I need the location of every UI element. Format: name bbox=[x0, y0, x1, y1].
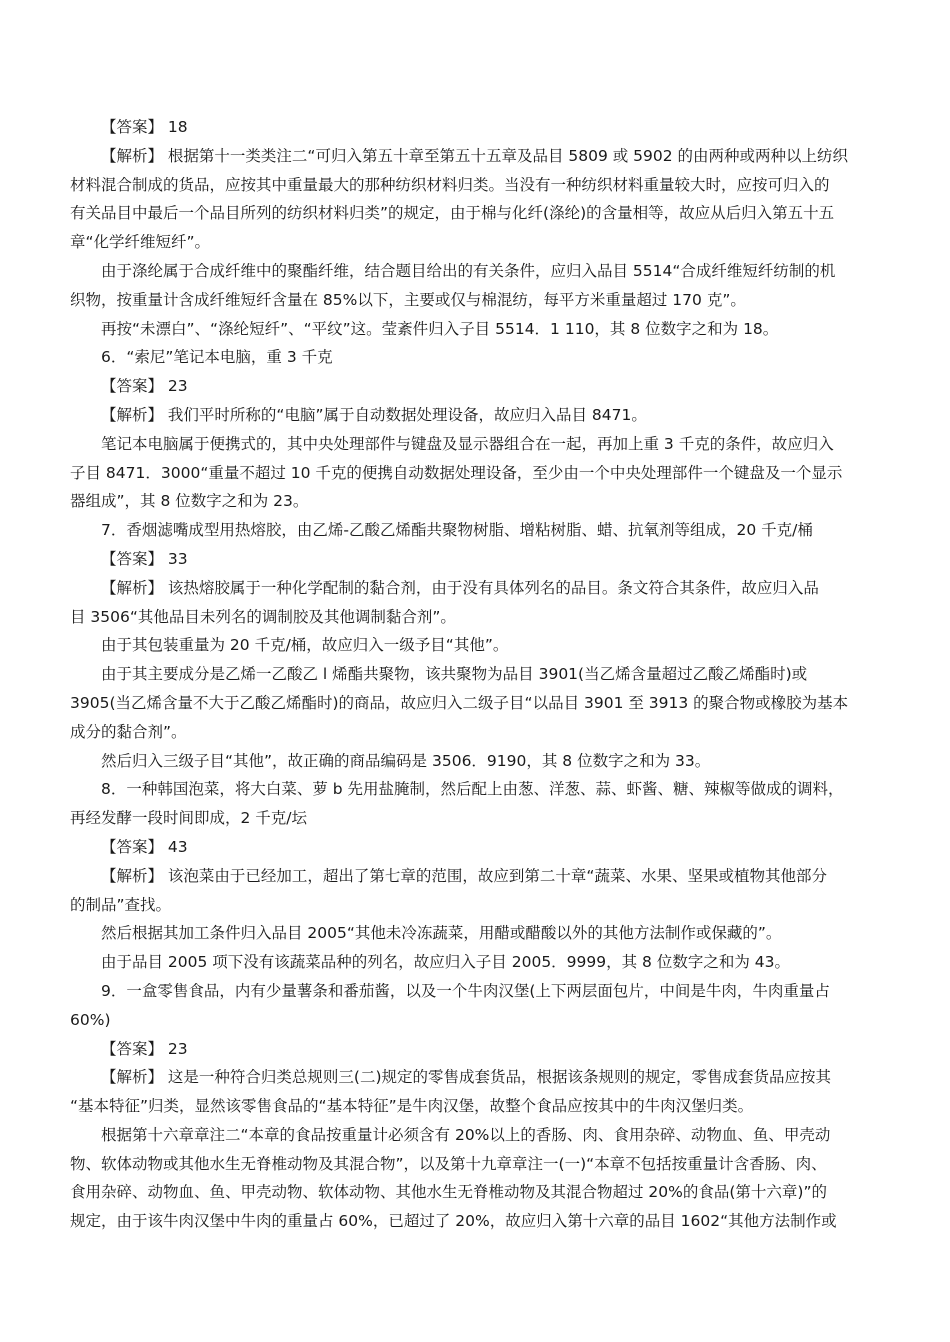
text-line: 目 3506“其他品目未列名的调制胶及其他调制黏合剂”。 bbox=[70, 607, 456, 626]
text-line: 材料混合制成的货品，应按其中重量最大的那种纺织材料归类。当没有一种纺织材料重量较大时，应按可归入的 bbox=[70, 175, 830, 194]
text-line: 60%) bbox=[70, 1010, 111, 1029]
text-line: 由于涤纶属于合成纤维中的聚酯纤维，结合题目给出的有关条件，应归入品目 5514“合成纤维短纤纺制的机 bbox=[101, 261, 836, 280]
text-line: 然后归入三级子目“其他”，故正确的商品编码是 3506．9190，其 8 位数字之和为 33。 bbox=[101, 751, 711, 770]
text-line: 成分的黏合剂”。 bbox=[70, 722, 187, 741]
text-line: 笔记本电脑属于便携式的，其中央处理部件与键盘及显示器组合在一起，再加上重 3 千克的条件，故应归入 bbox=[101, 434, 834, 453]
text-line: 【解析】 该泡菜由于已经加工，超出了第七章的范围，故应到第二十章“蔬菜、水果、坚果或植物其他部分 bbox=[101, 866, 827, 885]
text-line: “基本特征”归类，显然该零售食品的“基本特征”是牛肉汉堡，故整个食品应按其中的牛肉汉堡归类。 bbox=[70, 1097, 754, 1116]
text-line: 【解析】 这是一种符合归类总规则三(二)规定的零售成套货品，根据该条规则的规定，零售成套货品应按其 bbox=[101, 1068, 832, 1087]
text-line: 【答案】 23 bbox=[101, 1039, 188, 1058]
text-line: 器组成”，其 8 位数字之和为 23。 bbox=[70, 492, 309, 511]
text-line: 7．香烟滤嘴成型用热熔胶，由乙烯-乙酸乙烯酯共聚物树脂、增粘树脂、蜡、抗氧剂等组成，20 千克/桶 bbox=[101, 521, 813, 540]
text-line: 规定，由于该牛肉汉堡中牛肉的重量占 60%，已超过了 20%，故应归入第十六章的品目 1602“其他方法制作或 bbox=[70, 1212, 837, 1231]
text-line: 6．“索尼”笔记本电脑，重 3 千克 bbox=[101, 348, 333, 367]
text-line: 【答案】 43 bbox=[101, 837, 188, 856]
text-line: 由于其主要成分是乙烯一乙酸乙 l 烯酯共聚物，该共聚物为品目 3901(当乙烯含量超过乙酸乙烯酯时)或 bbox=[101, 665, 808, 684]
text-line: 食用杂碎、动物血、鱼、甲壳动物、软体动物、其他水生无脊椎动物及其混合物超过 20%的食品(第十六章)”的 bbox=[70, 1183, 828, 1202]
text-line: 【解析】 该热熔胶属于一种化学配制的黏合剂，由于没有具体列名的品目。条文符合其条件，故应归入品 bbox=[101, 578, 819, 597]
text-line: 【答案】 23 bbox=[101, 377, 188, 396]
text-line: 8．一种韩国泡菜，将大白菜、萝 b 先用盐腌制，然后配上由葱、洋葱、蒜、虾酱、糖、辣椒等做成的调料， bbox=[101, 780, 844, 799]
text-line: 再按“未漂白”、“涤纶短纤”、“平纹”这。莹紊件归入子目 5514．1 110，其 8 位数字之和为 18。 bbox=[101, 319, 779, 338]
text-line: 然后根据其加工条件归入品目 2005“其他未冷冻蔬菜，用醋或醋酸以外的其他方法制作或保藏的”。 bbox=[101, 924, 782, 943]
text-line: 有关品目中最后一个品目所列的纺织材料归类”的规定，由于棉与化纤(涤纶)的含量相等，故应从后归入第五十五 bbox=[70, 204, 835, 223]
text-line: 由于其包装重量为 20 千克/桶，故应归入一级予目“其他”。 bbox=[101, 636, 509, 655]
text-line: 子目 8471．3000“重量不超过 10 千克的便携自动数据处理设备，至少由一个中央处理部件一个键盘及一个显示 bbox=[70, 463, 843, 482]
text-line: 【解析】 根据第十一类类注二“可归入第五十章至第五十五章及品目 5809 或 5902 的由两种或两种以上纺织 bbox=[101, 146, 849, 165]
text-line: 【答案】 33 bbox=[101, 549, 188, 568]
text-line: 的制品”查找。 bbox=[70, 895, 172, 914]
text-line: 【解析】 我们平时所称的“电脑”属于自动数据处理设备，故应归入品目 8471。 bbox=[101, 405, 647, 424]
text-line: 3905(当乙烯含量不大于乙酸乙烯酯时)的商品，故应归入二级子目“以品目 3901 至 3913 的聚合物或橡胶为基本 bbox=[70, 693, 849, 712]
text-line: 由于品目 2005 项下没有该蔬菜品种的列名，故应归入子目 2005．9999，其 8 位数字之和为 43。 bbox=[101, 953, 790, 972]
text-line: 物、软体动物或其他水生无脊椎动物及其混合物”，以及第十九章章注一(一)“本章不包括按重量计含香肠、肉、 bbox=[70, 1154, 827, 1173]
text-line: 根据第十六章章注二“本章的食品按重量计必须含有 20%以上的香肠、肉、食用杂碎、动物血、鱼、甲壳动 bbox=[101, 1125, 831, 1144]
text-line: 再经发酵一段时间即成，2 千克/坛 bbox=[70, 809, 308, 828]
text-line: 9．一盒零售食品，内有少量薯条和番茄酱，以及一个牛肉汉堡(上下两层面包片，中间是牛肉，牛肉重量占 bbox=[101, 981, 830, 1000]
text-line: 织物，按重量计含成纤维短纤含量在 85%以下，主要或仅与棉混纺，每平方米重量超过 170 克”。 bbox=[70, 290, 746, 309]
text-line: 章“化学纤维短纤”。 bbox=[70, 233, 211, 252]
text-line: 【答案】 18 bbox=[101, 118, 188, 136]
